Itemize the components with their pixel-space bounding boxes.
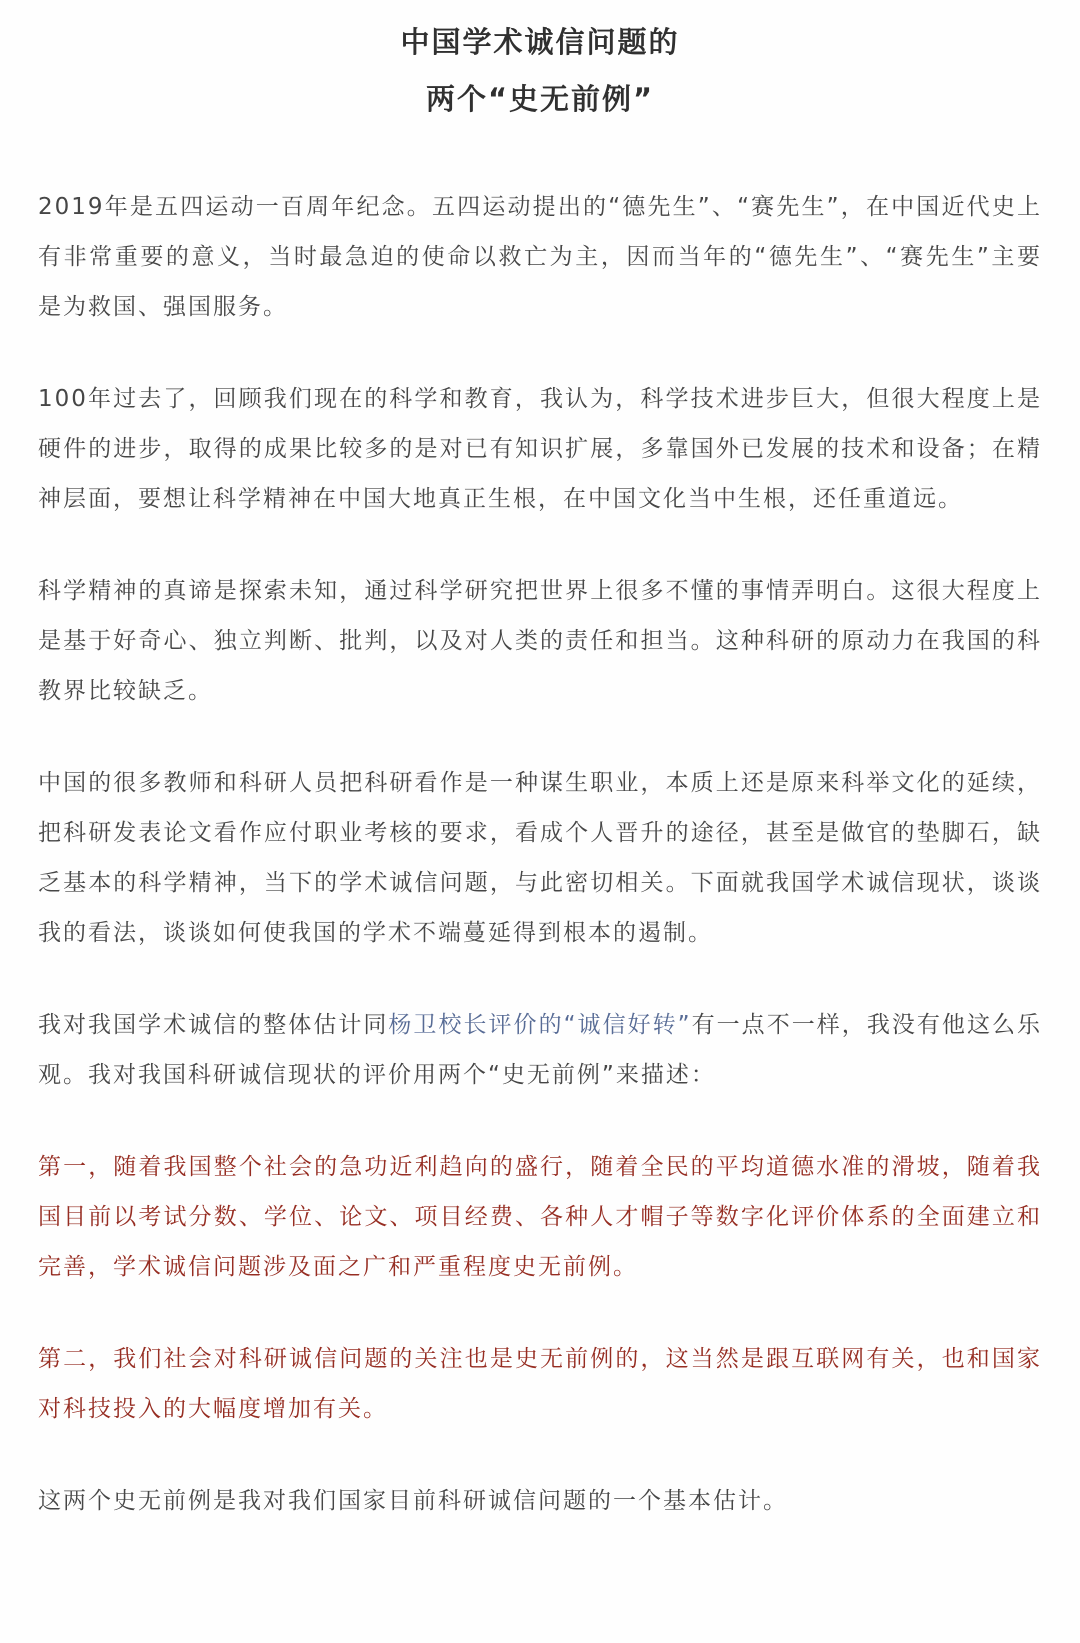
paragraph-hundred-years: 100年过去了，回顾我们现在的科学和教育，我认为，科学技术进步巨大，但很大程度上是硬件的进步，取得的成果比较多的是对已有知识扩展，多靠国外已发展的技术和设备；在精神层面，要想让科学精神在中国大地真正生根，在中国文化当中生根，还任重道远。 [38,386,1042,512]
paragraph-research-as-career: 中国的很多教师和科研人员把科研看作是一种谋生职业，本质上还是原来科举文化的延续，把科研发表论文看作应付职业考核的要求，看成个人晋升的途径，甚至是做官的垫脚石，缺乏基本的科学精神，当下的学术诚信问题，与此密切相关。下面就我国学术诚信现状，谈谈我的看法，谈谈如何使我国的学术不端蔓延得到根本的遏制。 [38,770,1042,946]
article-title-line-2: 两个“史无前例” [425,82,655,116]
paragraph-intro-may-fourth: 2019年是五四运动一百周年纪念。五四运动提出的“德先生”、“赛先生”，在中国近代史上有非常重要的意义，当时最急迫的使命以救亡为主，因而当年的“德先生”、“赛先生”主要是为救国、强国服务。 [38,194,1042,320]
paragraph-scientific-spirit: 科学精神的真谛是探索未知，通过科学研究把世界上很多不懂的事情弄明白。这很大程度上是基于好奇心、独立判断、批判，以及对人类的责任和担当。这种科研的原动力在我国的科教界比较缺乏。 [38,578,1042,704]
article-title [38,14,1042,128]
article-body [38,182,1042,1526]
yang-wei-evaluation-link[interactable]: 杨卫校长评价的“诚信好转” [388,1012,692,1038]
article-title-line-1: 中国学术诚信问题的 [400,25,680,59]
paragraph-basic-estimate-conclusion: 这两个史无前例是我对我们国家目前科研诚信问题的一个基本估计。 [38,1488,788,1514]
paragraph-second-unprecedented: 第二，我们社会对科研诚信问题的关注也是史无前例的，这当然是跟互联网有关，也和国家对科技投入的大幅度增加有关。 [38,1346,1042,1422]
paragraph-first-unprecedented: 第一，随着我国整个社会的急功近利趋向的盛行，随着全民的平均道德水准的滑坡，随着我国目前以考试分数、学位、论文、项目经费、各种人才帽子等数字化评价体系的全面建立和完善，学术诚信问题涉及面之广和严重程度史无前例。 [38,1154,1042,1280]
paragraph-overall-estimate-after-link: 有一点不一样，我没有他这么乐观。我对我国科研诚信现状的评价用两个“史无前例”来描述： [38,1012,1042,1088]
paragraph-overall-estimate [38,1000,1042,1100]
paragraph-overall-estimate-before-link: 我对我国学术诚信的整体估计同 [38,1012,389,1038]
